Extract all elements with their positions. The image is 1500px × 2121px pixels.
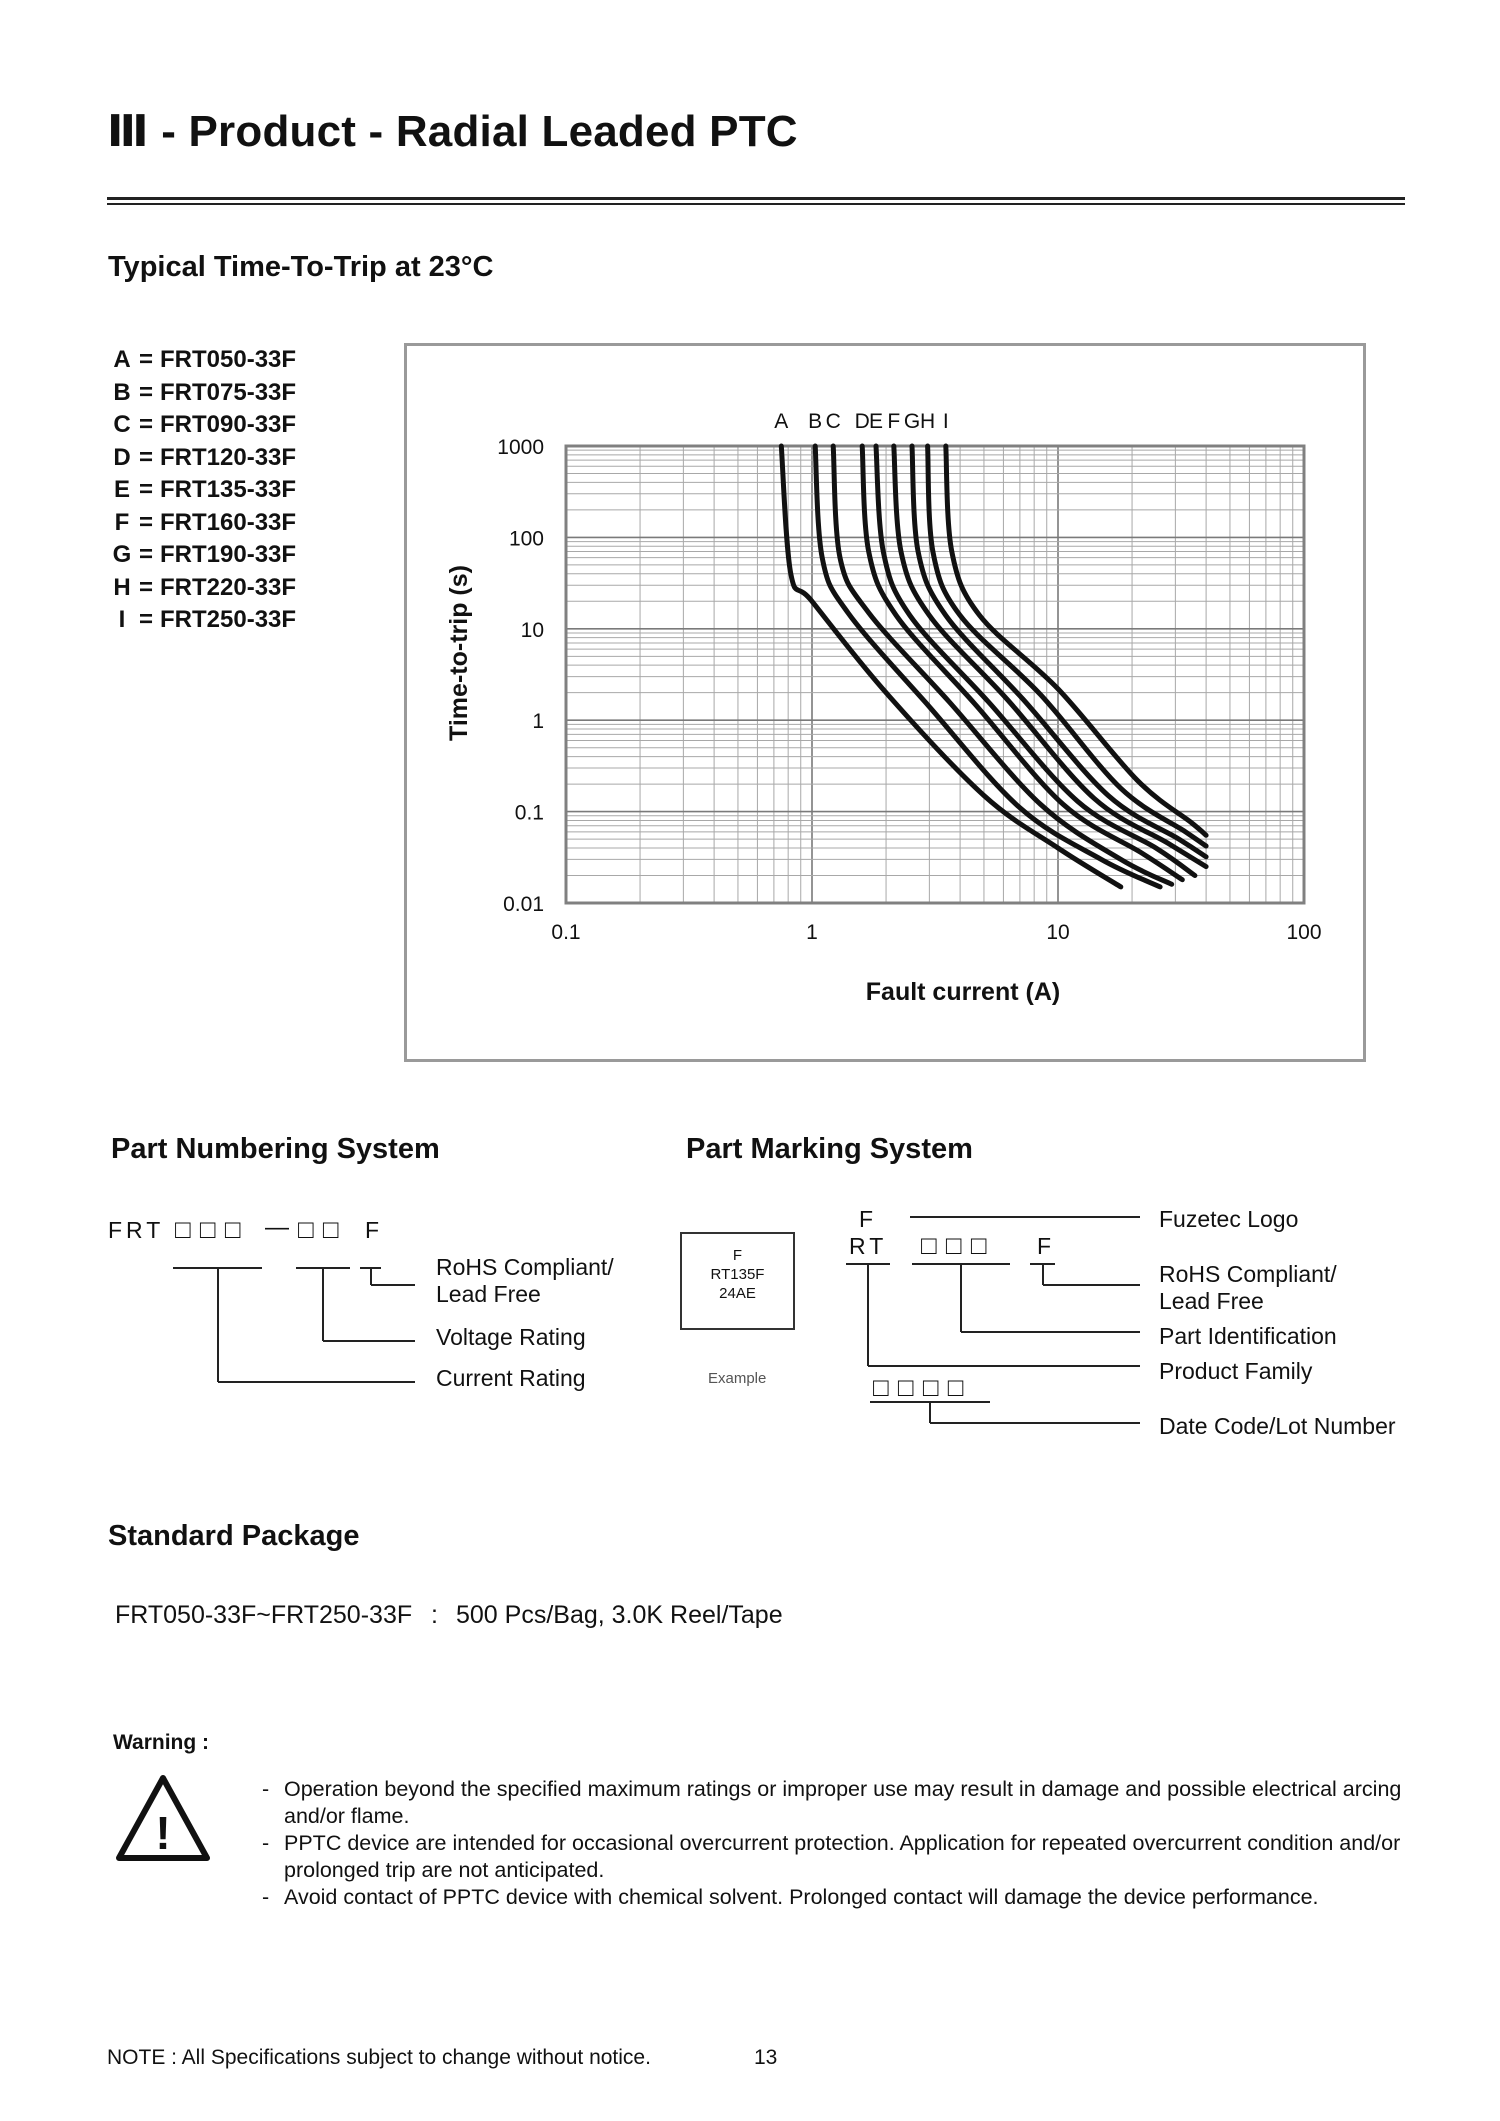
x-tick-label: 0.1 <box>551 921 581 944</box>
warning-icon-glyph: ! <box>155 1807 171 1859</box>
x-tick-label: 1 <box>806 921 818 944</box>
curve-label: C <box>825 410 841 433</box>
y-tick-label: 1 <box>532 710 544 734</box>
warning-item: - Operation beyond the specified maximum ratings or improper use may result in damage and possible electrical arcing and/or flame. <box>262 1777 1402 1828</box>
pn-code-dash: — <box>265 1214 289 1241</box>
marking-example-line1: F <box>732 1247 743 1264</box>
pn-current-label: Current Rating <box>436 1365 586 1391</box>
part-numbering-heading: Part Numbering System <box>111 1133 440 1165</box>
legend-item: G = FRT190-33F <box>112 541 297 568</box>
warning-item: - Avoid contact of PPTC device with chemical solvent. Prolonged contact will damage the device performance. <box>262 1885 1319 1909</box>
legend-item: H = FRT220-33F <box>113 573 297 601</box>
curve-label: H <box>919 410 936 433</box>
y-axis-label: Time-to-trip (s) <box>445 565 473 741</box>
page-number: 13 <box>754 2046 778 2069</box>
page-title: Ⅲ - Product - Radial Leaded PTC <box>107 107 798 156</box>
standard-package-heading: Standard Package <box>108 1520 360 1552</box>
marking-example-line2: RT135F <box>710 1266 765 1283</box>
pn-code-boxes2: □ □ <box>298 1214 340 1244</box>
pn-code-prefix: FRT <box>108 1217 165 1243</box>
pm-family-label: Product Family <box>1159 1358 1313 1384</box>
package-colon: : <box>431 1601 438 1629</box>
package-range: FRT050-33F~FRT250-33F <box>115 1601 413 1629</box>
y-tick-label: 0.1 <box>514 801 544 825</box>
y-tick-labels <box>497 436 544 916</box>
legend-item: D = FRT120-33F <box>113 443 297 471</box>
pm-date-code-label: Date Code/Lot Number <box>1159 1413 1396 1439</box>
curve-label: A <box>774 410 789 433</box>
series-line-G <box>912 446 1206 857</box>
pn-voltage-label: Voltage Rating <box>436 1324 586 1350</box>
pm-rohs-label-1: RoHS Compliant/ <box>1159 1261 1337 1287</box>
legend-item: I = FRT250-33F <box>118 606 297 633</box>
curve-label: I <box>942 410 949 433</box>
marking-example-label: Example <box>708 1370 767 1387</box>
package-spec: 500 Pcs/Bag, 3.0K Reel/Tape <box>456 1601 783 1629</box>
warning-list <box>262 1776 1412 1911</box>
x-tick-labels <box>551 921 1321 944</box>
pm-part-id-label: Part Identification <box>1159 1323 1337 1349</box>
legend-item: A = FRT050-33F <box>113 346 297 373</box>
chart-heading: Typical Time-To-Trip at 23°C <box>108 251 494 283</box>
legend-item: F = FRT160-33F <box>114 508 297 536</box>
pm-boxes4: □ □ □ □ <box>873 1372 965 1402</box>
part-marking-brackets <box>0 1200 1500 1440</box>
y-tick-label: 0.01 <box>503 893 544 916</box>
y-tick-label: 100 <box>508 527 544 551</box>
x-tick-label: 100 <box>1286 921 1322 944</box>
warning-item: - PPTC device are intended for occasional overcurrent protection. Application for repeated overcurrent condition and/or prolonged trip are not anticipated. <box>262 1831 1401 1882</box>
pn-rohs-label-2: Lead Free <box>436 1281 541 1307</box>
pn-rohs-label-1: RoHS Compliant/ <box>436 1254 614 1280</box>
curve-label: G <box>903 410 921 433</box>
pn-code-suffix: F <box>365 1217 380 1243</box>
curve-label: B <box>808 410 823 433</box>
y-tick-label: 1000 <box>497 436 544 459</box>
pn-code-boxes: □ □ □ <box>175 1214 242 1244</box>
pm-f-letter: F <box>1037 1233 1052 1259</box>
curve-label: F <box>887 410 901 433</box>
x-tick-label: 10 <box>1046 921 1070 944</box>
y-tick-label: 10 <box>520 618 544 642</box>
curve-labels <box>774 410 949 433</box>
legend-item: C = FRT090-33F <box>113 411 297 438</box>
pm-boxes3: □ □ □ <box>921 1230 988 1260</box>
pm-logo-letter: F <box>859 1206 874 1232</box>
curve-label: E <box>868 410 883 433</box>
pm-logo-label: Fuzetec Logo <box>1159 1206 1299 1232</box>
curve-label: D <box>854 410 870 433</box>
x-axis-label: Fault current (A) <box>865 978 1061 1006</box>
legend-item: E = FRT135-33F <box>113 476 297 503</box>
warning-icon <box>113 1772 213 1864</box>
marking-example-line3: 24AE <box>719 1285 756 1302</box>
warning-heading: Warning : <box>113 1731 210 1754</box>
legend-item: B = FRT075-33F <box>113 378 297 406</box>
pm-rohs-label-2: Lead Free <box>1159 1288 1264 1314</box>
part-marking-heading: Part Marking System <box>686 1133 973 1165</box>
pm-rt-letters: RT <box>849 1233 888 1259</box>
footer-note: NOTE : All Specifications subject to change without notice. <box>107 2046 651 2069</box>
